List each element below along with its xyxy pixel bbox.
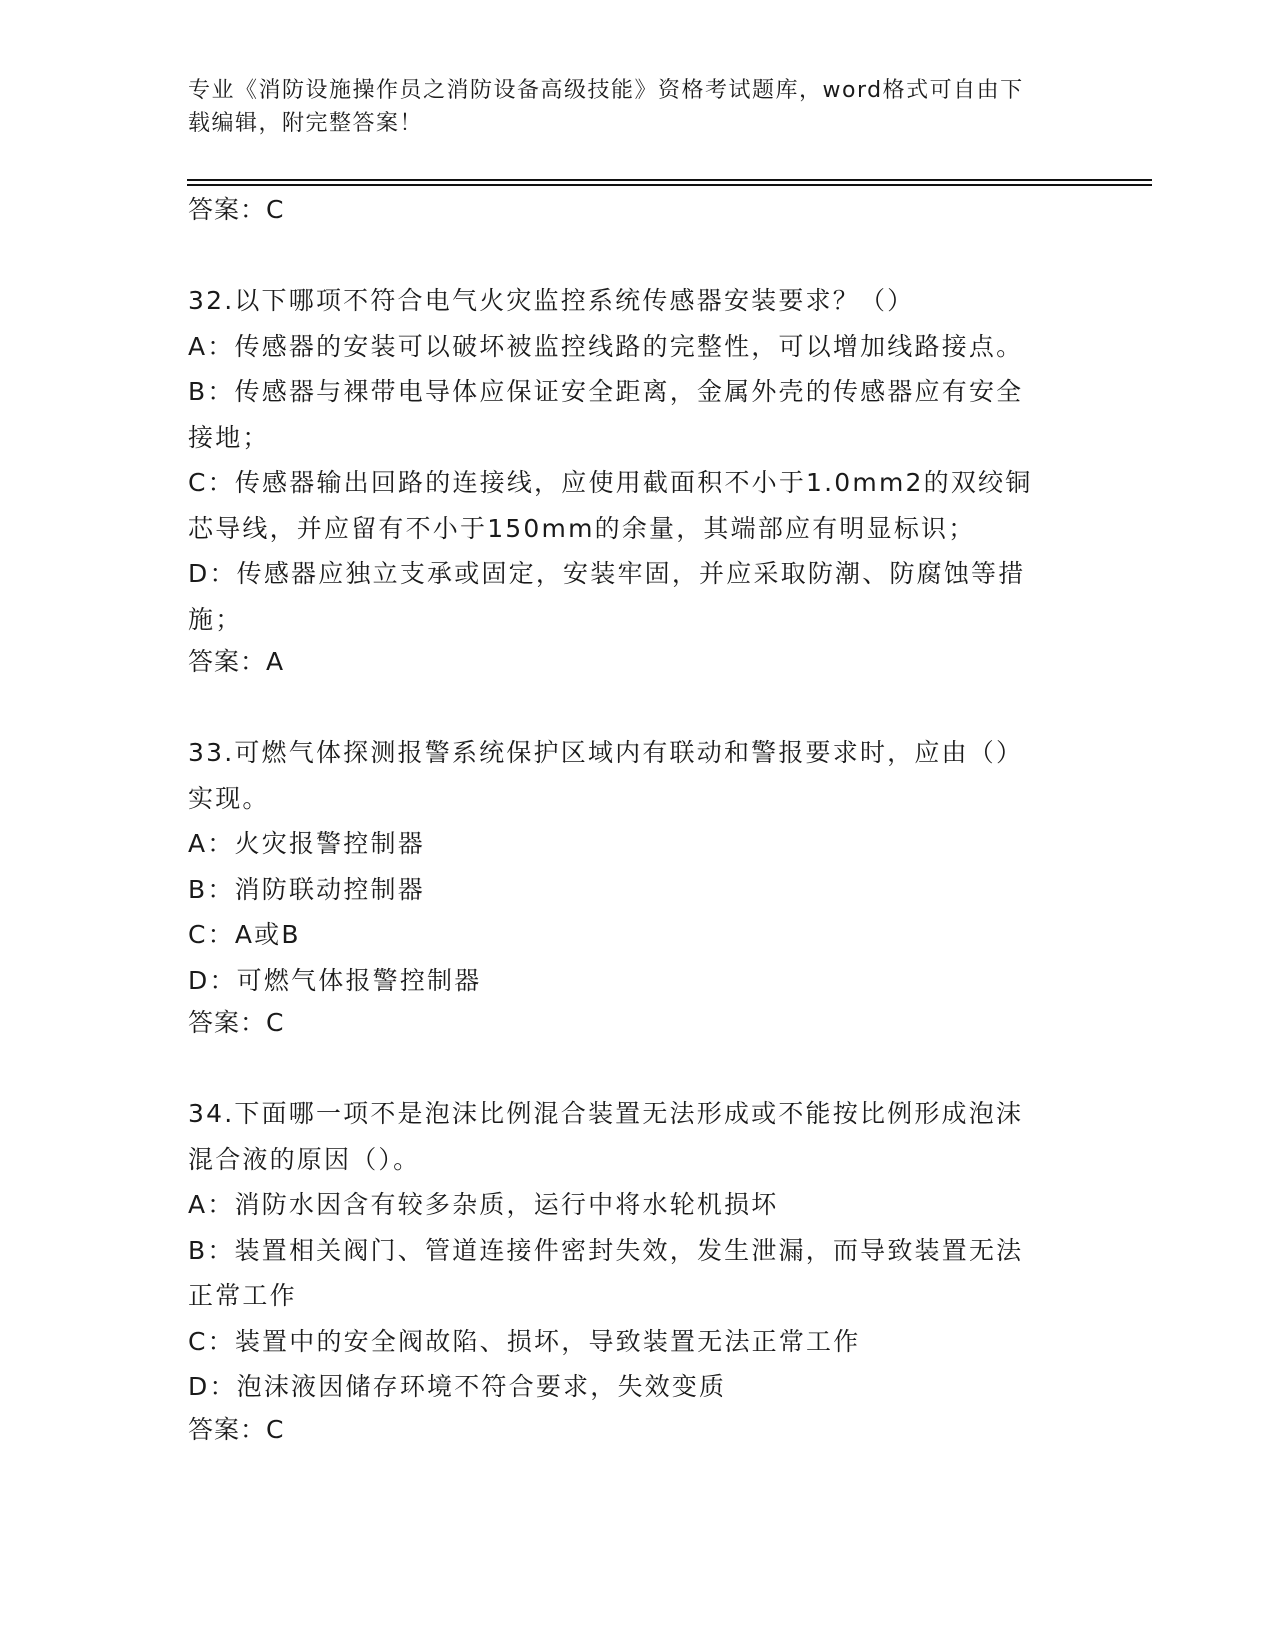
question-text: 34.下面哪一项不是泡沫比例混合装置无法形成或不能按比例形成泡沫 (188, 1099, 1024, 1128)
question-33 (188, 730, 1068, 1041)
question-32 (188, 278, 1068, 680)
option-c: C：A或B (188, 920, 301, 949)
header-rule-top (187, 179, 1152, 181)
option-a: A：火灾报警控制器 (188, 829, 425, 858)
header-line-2: 载编辑，附完整答案！ (188, 111, 424, 136)
option-a: A：传感器的安装可以破坏被监控线路的完整性，可以增加线路接点。 (188, 331, 1024, 361)
answer: 答案：C (188, 1414, 285, 1444)
option-d-cont: 施； (188, 604, 243, 634)
document-header (188, 74, 1068, 140)
option-d: D：传感器应独立支承或固定，安装牢固，并应采取防潮、防腐蚀等措 (188, 559, 1026, 588)
question-text: 33.可燃气体探测报警系统保护区域内有联动和警报要求时，应由（） (188, 738, 1024, 767)
previous-answer: 答案：C (188, 195, 285, 224)
option-b: B：传感器与裸带电导体应保证安全距离，金属外壳的传感器应有安全 (188, 377, 1024, 406)
question-text-cont: 混合液的原因（）。 (188, 1144, 421, 1174)
question-text: 32.以下哪项不符合电气火灾监控系统传感器安装要求？（） (188, 286, 915, 315)
header-rule-bottom (187, 184, 1152, 186)
option-c: C：传感器输出回路的连接线，应使用截面积不小于1.0mm2的双绞铜 (188, 468, 1033, 497)
option-c: C：装置中的安全阀故陷、损坏，导致装置无法正常工作 (188, 1326, 861, 1356)
answer: 答案：C (188, 1008, 285, 1037)
question-text-cont: 实现。 (188, 783, 270, 813)
option-a: A：消防水因含有较多杂质，运行中将水轮机损坏 (188, 1190, 779, 1219)
option-b-cont: 接地； (188, 422, 270, 452)
option-c-cont: 芯导线，并应留有不小于150mm的余量，其端部应有明显标识； (188, 513, 976, 543)
option-b-cont: 正常工作 (188, 1281, 297, 1310)
option-d: D：泡沫液因储存环境不符合要求，失效变质 (188, 1372, 727, 1401)
question-list (188, 192, 1068, 1448)
question-34 (188, 1091, 1068, 1448)
option-b: B：装置相关阀门、管道连接件密封失效，发生泄漏，而导致装置无法 (188, 1235, 1024, 1265)
option-b: B：消防联动控制器 (188, 874, 425, 904)
option-d: D：可燃气体报警控制器 (188, 965, 482, 995)
header-line-1: 专业《消防设施操作员之消防设备高级技能》资格考试题库，word格式可自由下 (188, 78, 1024, 103)
answer: 答案：A (188, 647, 285, 676)
